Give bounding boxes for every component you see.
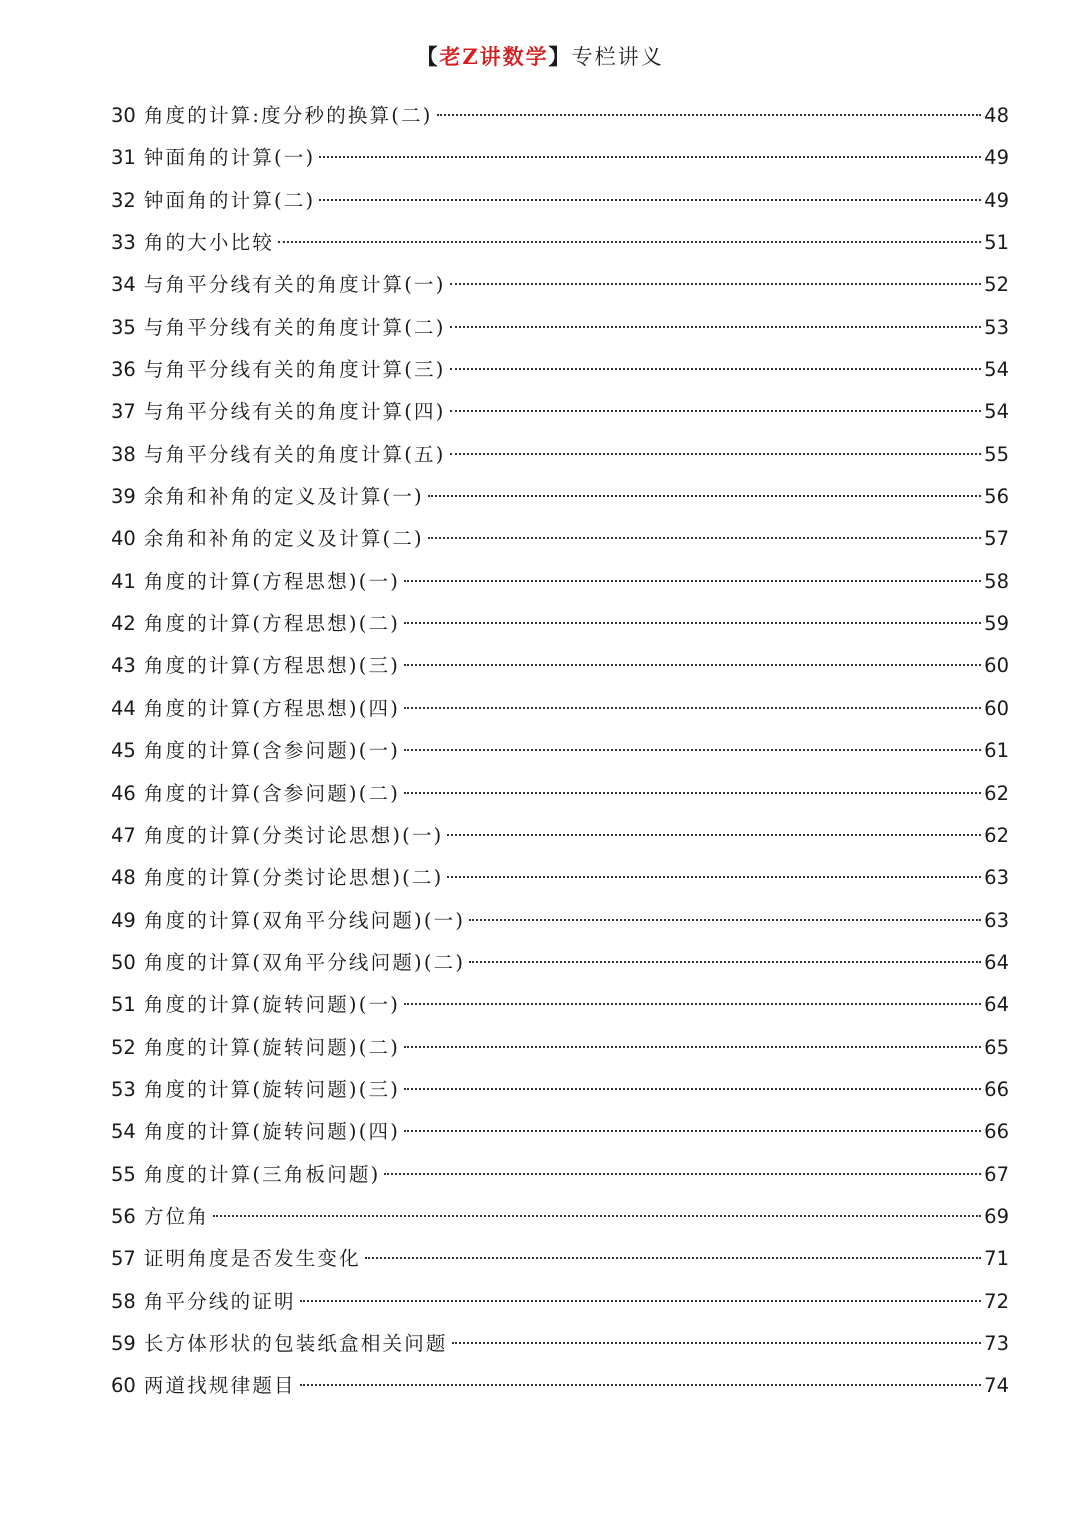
header-brand: 老Z讲数学 xyxy=(439,44,549,69)
toc-entry-number: 35 xyxy=(111,315,136,339)
toc-entry-number: 42 xyxy=(111,612,136,636)
toc-entry[interactable] xyxy=(111,1027,1009,1069)
toc-entry-title: 与角平分线有关的角度计算(三) xyxy=(143,358,446,382)
toc-entry-page-number: 71 xyxy=(984,1247,1009,1271)
toc-entry-title: 角度的计算(旋转问题)(三) xyxy=(143,1077,401,1101)
dot-leader xyxy=(428,537,981,539)
toc-entry-page-number: 63 xyxy=(984,866,1009,890)
dot-leader xyxy=(300,1384,981,1386)
toc-entry[interactable] xyxy=(111,518,1009,560)
dot-leader xyxy=(404,1130,981,1132)
toc-entry-title: 角度的计算(分类讨论思想)(二) xyxy=(143,866,444,890)
toc-entry[interactable] xyxy=(111,773,1009,815)
toc-entry-title: 角度的计算(方程思想)(四) xyxy=(143,696,401,720)
toc-entry[interactable] xyxy=(111,1154,1009,1196)
toc-entry-number: 58 xyxy=(111,1289,136,1313)
toc-entry[interactable] xyxy=(111,1196,1009,1238)
toc-entry-number: 51 xyxy=(111,993,136,1017)
toc-entry-number: 54 xyxy=(111,1120,136,1144)
toc-entry-number: 32 xyxy=(111,188,136,212)
toc-entry-number: 45 xyxy=(111,739,136,763)
dot-leader xyxy=(450,368,982,370)
toc-entry-title: 角度的计算(旋转问题)(四) xyxy=(143,1120,401,1144)
header-open-bracket: 【 xyxy=(416,44,440,69)
toc-entry[interactable] xyxy=(111,1365,1009,1407)
toc-entry[interactable] xyxy=(111,815,1009,857)
toc-entry-number: 47 xyxy=(111,823,136,847)
toc-entry-title: 角度的计算(双角平分线问题)(一) xyxy=(143,908,466,932)
toc-entry-page-number: 58 xyxy=(984,569,1009,593)
dot-leader xyxy=(213,1215,981,1217)
toc-entry-title: 钟面角的计算(二) xyxy=(143,188,316,212)
toc-entry-number: 38 xyxy=(111,442,136,466)
toc-entry-title: 余角和补角的定义及计算(二) xyxy=(143,527,424,551)
toc-entry-title: 方位角 xyxy=(143,1204,209,1228)
toc-entry[interactable] xyxy=(111,476,1009,518)
toc-entry-number: 44 xyxy=(111,696,136,720)
toc-entry[interactable] xyxy=(111,1281,1009,1323)
toc-entry-page-number: 51 xyxy=(984,231,1009,255)
toc-entry-page-number: 59 xyxy=(984,612,1009,636)
toc-entry-title: 长方体形状的包装纸盒相关问题 xyxy=(143,1331,448,1355)
toc-entry[interactable] xyxy=(111,95,1009,137)
toc-entry-number: 55 xyxy=(111,1162,136,1186)
toc-entry[interactable] xyxy=(111,900,1009,942)
toc-entry[interactable] xyxy=(111,730,1009,772)
dot-leader xyxy=(447,876,981,878)
toc-entry-page-number: 67 xyxy=(984,1162,1009,1186)
page-header xyxy=(0,40,1080,74)
toc-entry-title: 角度的计算(三角板问题) xyxy=(143,1162,381,1186)
toc-entry-title: 角度的计算(双角平分线问题)(二) xyxy=(143,950,466,974)
toc-entry-number: 31 xyxy=(111,146,136,170)
toc-entry-title: 余角和补角的定义及计算(一) xyxy=(143,485,424,509)
dot-leader xyxy=(404,1088,981,1090)
toc-entry-title: 两道找规律题目 xyxy=(143,1374,296,1398)
toc-entry-title: 角度的计算:度分秒的换算(二) xyxy=(143,104,433,127)
toc-entry-number: 37 xyxy=(111,400,136,424)
toc-entry-number: 40 xyxy=(111,527,136,551)
toc-entry-title: 钟面角的计算(一) xyxy=(143,146,316,170)
toc-entry-page-number: 54 xyxy=(984,400,1009,424)
toc-entry-page-number: 60 xyxy=(984,696,1009,720)
toc-entry-number: 60 xyxy=(111,1374,136,1398)
dot-leader xyxy=(437,114,982,116)
toc-entry[interactable] xyxy=(111,1323,1009,1365)
toc-entry-page-number: 53 xyxy=(984,315,1009,339)
dot-leader xyxy=(319,199,981,201)
dot-leader xyxy=(404,664,981,666)
toc-entry-page-number: 57 xyxy=(984,527,1009,551)
toc-entry-title: 角度的计算(方程思想)(二) xyxy=(143,612,401,636)
toc-entry[interactable] xyxy=(111,307,1009,349)
toc-entry-title: 角度的计算(旋转问题)(一) xyxy=(143,993,401,1017)
toc-entry-title: 与角平分线有关的角度计算(五) xyxy=(143,442,446,466)
dot-leader xyxy=(404,580,981,582)
toc-entry-number: 59 xyxy=(111,1331,136,1355)
toc-entry-title: 角度的计算(方程思想)(三) xyxy=(143,654,401,678)
toc-entry-number: 53 xyxy=(111,1077,136,1101)
toc-entry[interactable] xyxy=(111,603,1009,645)
toc-entry-page-number: 49 xyxy=(984,146,1009,170)
toc-entry[interactable] xyxy=(111,857,1009,899)
dot-leader xyxy=(450,283,982,285)
toc-entry[interactable] xyxy=(111,222,1009,264)
toc-entry[interactable] xyxy=(111,942,1009,984)
dot-leader xyxy=(452,1342,982,1344)
dot-leader xyxy=(428,495,981,497)
toc-entry[interactable] xyxy=(111,688,1009,730)
toc-entry-page-number: 60 xyxy=(984,654,1009,678)
toc-entry-number: 48 xyxy=(111,866,136,890)
toc-entry-page-number: 64 xyxy=(984,993,1009,1017)
dot-leader xyxy=(404,707,981,709)
table-of-contents xyxy=(111,95,1009,1408)
toc-entry-page-number: 63 xyxy=(984,908,1009,932)
toc-entry-title: 角度的计算(分类讨论思想)(一) xyxy=(143,823,444,847)
dot-leader xyxy=(404,1046,981,1048)
toc-entry[interactable] xyxy=(111,434,1009,476)
dot-leader xyxy=(447,834,981,836)
dot-leader xyxy=(404,622,981,624)
toc-entry[interactable] xyxy=(111,645,1009,687)
toc-entry-number: 49 xyxy=(111,908,136,932)
dot-leader xyxy=(365,1257,981,1259)
toc-entry-title: 角度的计算(方程思想)(一) xyxy=(143,569,401,593)
toc-entry-page-number: 52 xyxy=(984,273,1009,297)
toc-entry-title: 角的大小比较 xyxy=(143,231,275,255)
dot-leader xyxy=(404,792,981,794)
toc-entry-title: 与角平分线有关的角度计算(四) xyxy=(143,400,446,424)
toc-entry-title: 角度的计算(含参问题)(二) xyxy=(143,781,401,805)
toc-entry-page-number: 66 xyxy=(984,1120,1009,1144)
dot-leader xyxy=(384,1173,981,1175)
toc-entry-title: 证明角度是否发生变化 xyxy=(143,1247,361,1271)
toc-entry-title: 角平分线的证明 xyxy=(143,1289,296,1313)
toc-entry-page-number: 64 xyxy=(984,950,1009,974)
toc-entry-page-number: 66 xyxy=(984,1077,1009,1101)
toc-entry-page-number: 72 xyxy=(984,1289,1009,1313)
toc-entry[interactable] xyxy=(111,137,1009,179)
toc-entry-page-number: 55 xyxy=(984,442,1009,466)
toc-entry[interactable] xyxy=(111,349,1009,391)
toc-entry-number: 57 xyxy=(111,1247,136,1271)
toc-entry-page-number: 69 xyxy=(984,1204,1009,1228)
toc-entry-number: 36 xyxy=(111,358,136,382)
toc-entry-page-number: 54 xyxy=(984,358,1009,382)
dot-leader xyxy=(469,919,981,921)
toc-entry-page-number: 49 xyxy=(984,188,1009,212)
toc-entry-title: 角度的计算(旋转问题)(二) xyxy=(143,1035,401,1059)
dot-leader xyxy=(404,749,981,751)
toc-entry-title: 与角平分线有关的角度计算(一) xyxy=(143,273,446,297)
toc-entry-number: 33 xyxy=(111,231,136,255)
toc-entry-title: 与角平分线有关的角度计算(二) xyxy=(143,315,446,339)
dot-leader xyxy=(278,241,981,243)
toc-entry-number: 34 xyxy=(111,273,136,297)
toc-entry-number: 52 xyxy=(111,1035,136,1059)
toc-entry[interactable] xyxy=(111,1238,1009,1280)
toc-entry[interactable] xyxy=(111,264,1009,306)
toc-entry-number: 50 xyxy=(111,950,136,974)
header-close-bracket: 】 xyxy=(548,44,572,69)
toc-entry-page-number: 73 xyxy=(984,1331,1009,1355)
dot-leader xyxy=(469,961,981,963)
toc-entry[interactable] xyxy=(111,1069,1009,1111)
toc-entry-page-number: 65 xyxy=(984,1035,1009,1059)
toc-entry-page-number: 61 xyxy=(984,739,1009,763)
toc-entry[interactable] xyxy=(111,180,1009,222)
toc-entry-page-number: 48 xyxy=(984,104,1009,127)
dot-leader xyxy=(300,1300,981,1302)
dot-leader xyxy=(450,410,982,412)
toc-entry-page-number: 62 xyxy=(984,823,1009,847)
toc-entry-number: 41 xyxy=(111,569,136,593)
dot-leader xyxy=(404,1003,981,1005)
toc-entry-number: 56 xyxy=(111,1204,136,1228)
toc-entry-number: 30 xyxy=(111,104,136,127)
dot-leader xyxy=(450,453,982,455)
toc-entry-number: 43 xyxy=(111,654,136,678)
toc-entry-number: 39 xyxy=(111,485,136,509)
toc-entry-number: 46 xyxy=(111,781,136,805)
header-suffix: 专栏讲义 xyxy=(571,45,664,69)
dot-leader xyxy=(450,326,982,328)
toc-entry-title: 角度的计算(含参问题)(一) xyxy=(143,739,401,763)
toc-entry[interactable] xyxy=(111,391,1009,433)
toc-entry-page-number: 62 xyxy=(984,781,1009,805)
toc-entry-page-number: 74 xyxy=(984,1374,1009,1398)
toc-entry[interactable] xyxy=(111,1111,1009,1153)
toc-entry-page-number: 56 xyxy=(984,485,1009,509)
dot-leader xyxy=(319,156,981,158)
toc-entry[interactable] xyxy=(111,561,1009,603)
toc-entry[interactable] xyxy=(111,984,1009,1026)
